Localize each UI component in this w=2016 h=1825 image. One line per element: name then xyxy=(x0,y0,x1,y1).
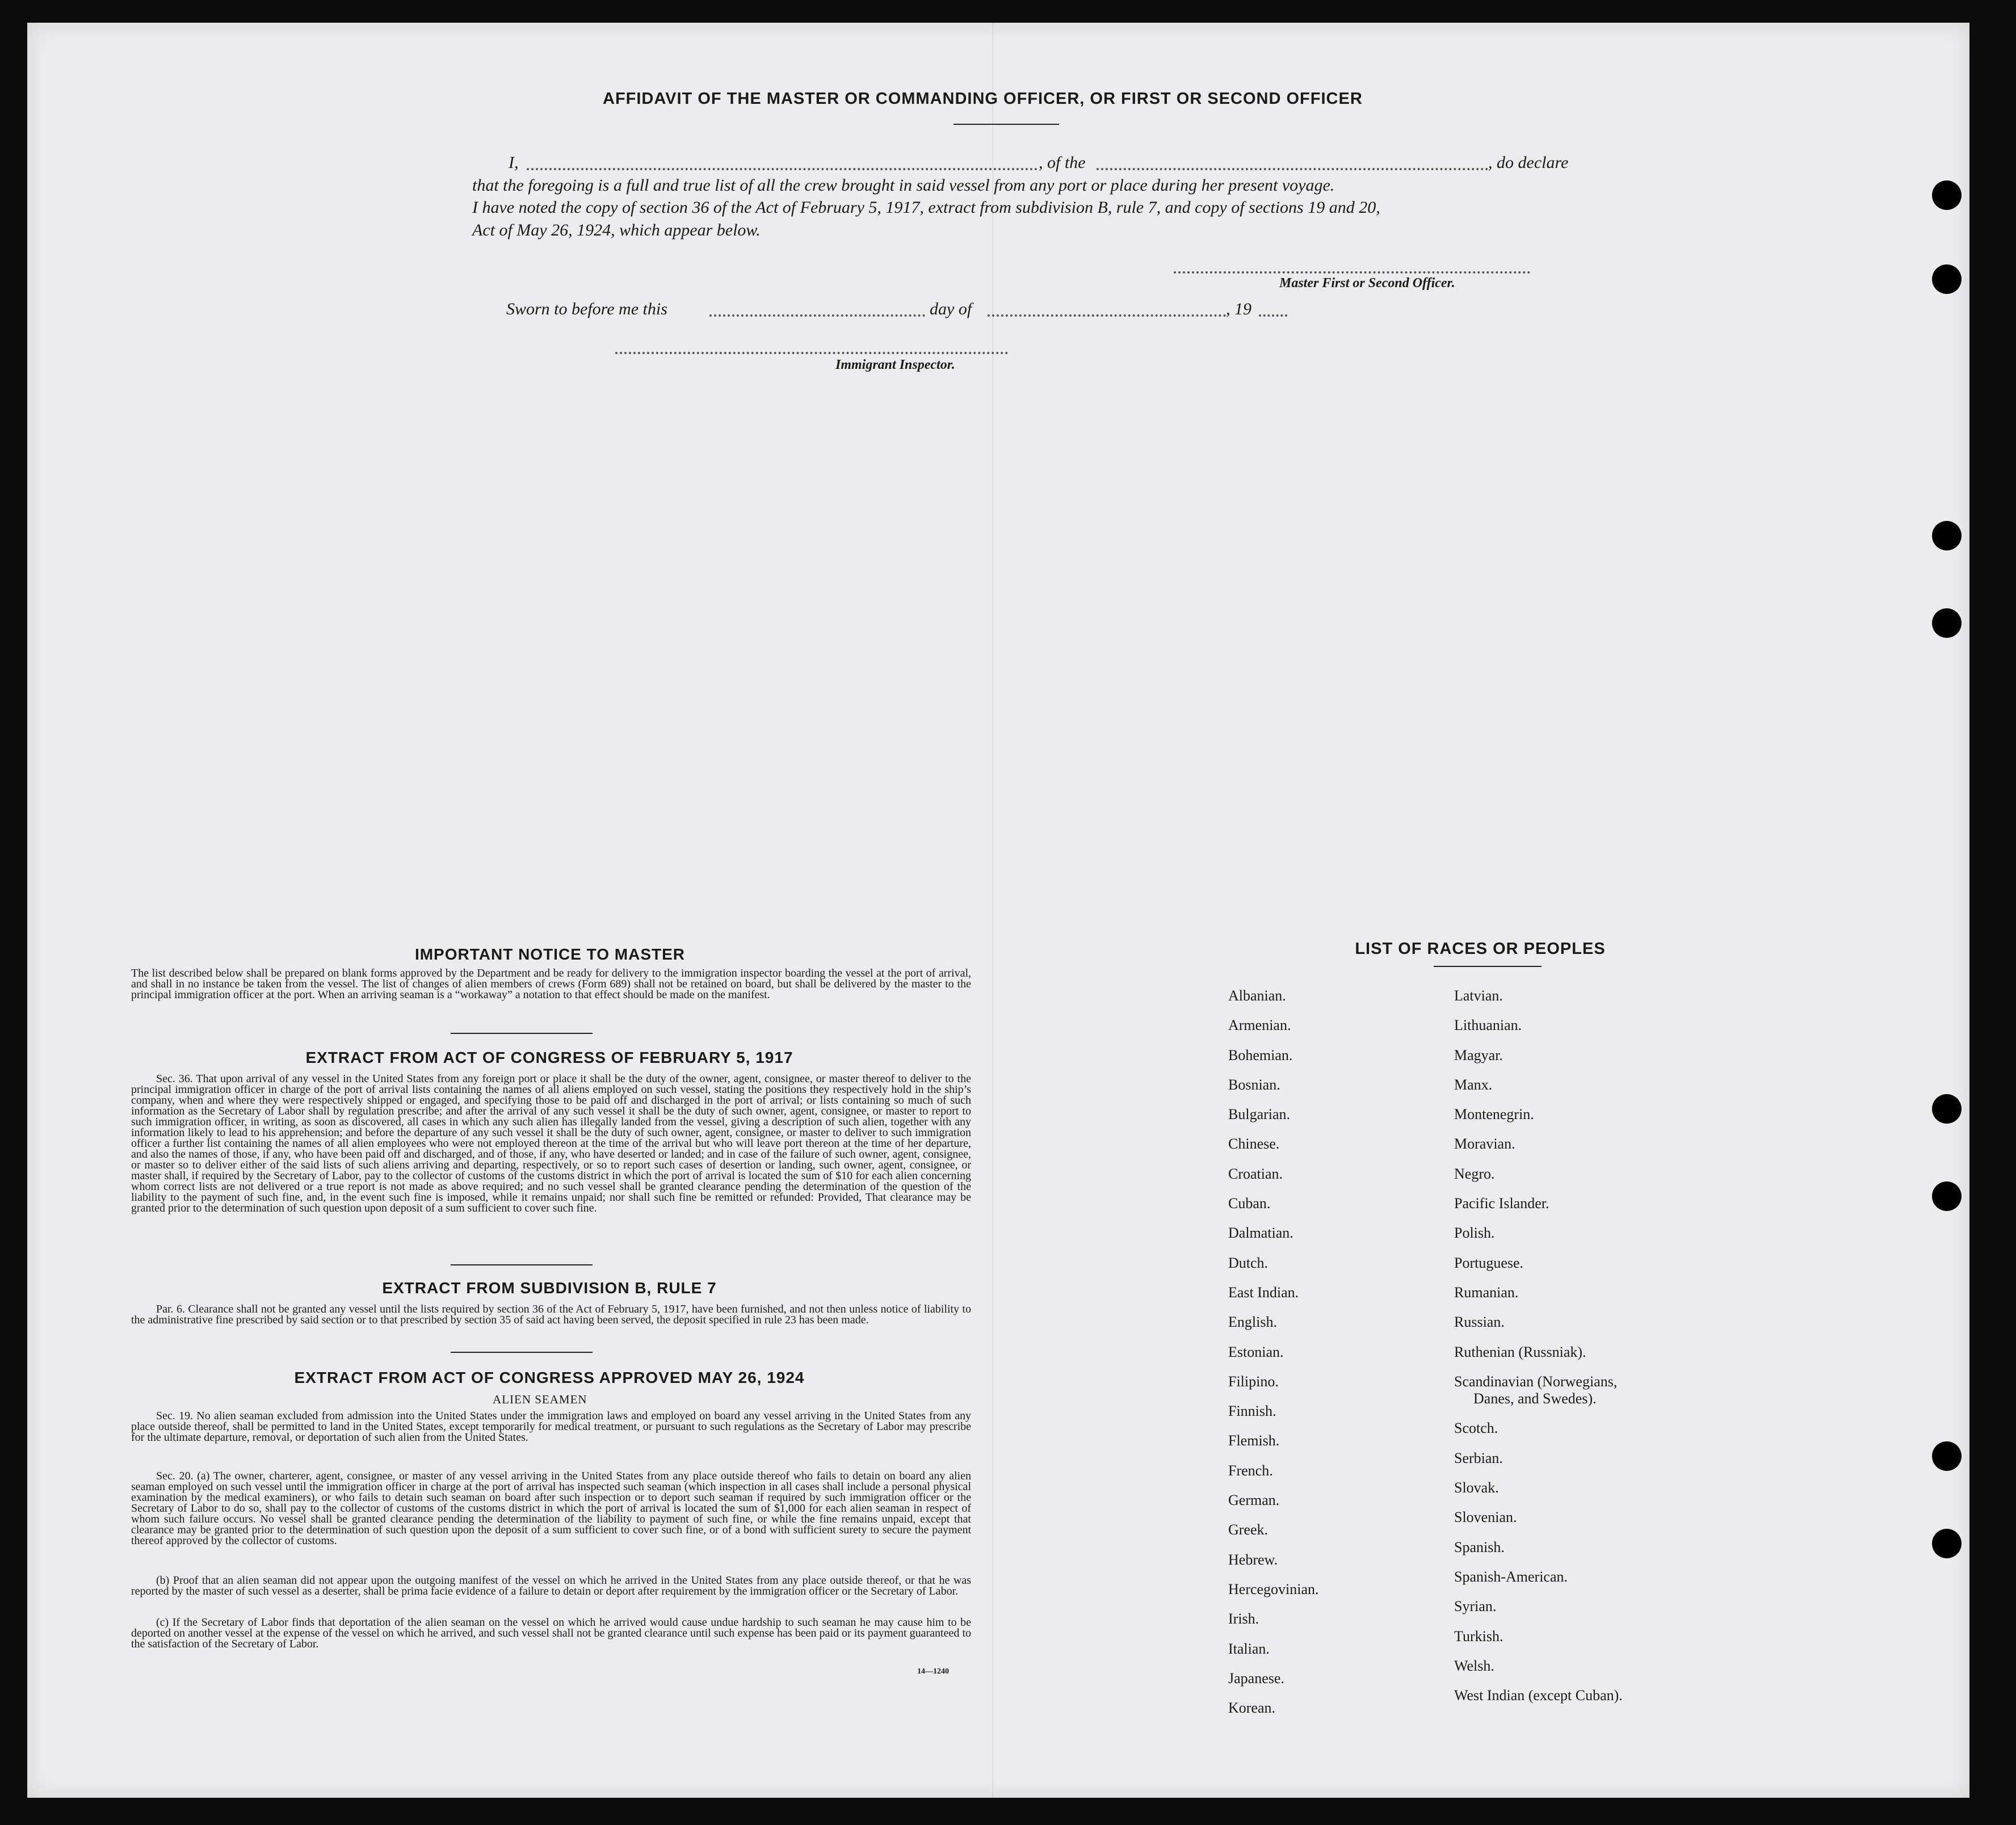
rule7-text: Par. 6. Clearance shall not be granted any vessel until the lists required by section 36 of the Act of February 5, 1917, have been furnished, and not then unless notice of liability to the administrative fine prescribed by said section or to that prescribed by section 35 of said act having been served, the deposit specified in rule 23 has been made. xyxy=(131,1303,971,1326)
race-item: Slovenian. xyxy=(1454,1509,1517,1526)
race-item: Greek. xyxy=(1228,1521,1269,1538)
race-item: Welsh. xyxy=(1454,1657,1494,1674)
sworn-month-field[interactable] xyxy=(988,314,1226,317)
divider-2 xyxy=(451,1264,593,1265)
binder-hole xyxy=(1932,1529,1962,1558)
race-item: English. xyxy=(1228,1314,1277,1331)
race-item: French. xyxy=(1228,1462,1273,1479)
race-item: Portuguese. xyxy=(1454,1254,1524,1271)
race-item: Dutch. xyxy=(1228,1254,1269,1271)
extract-1917-title: EXTRACT FROM ACT OF CONGRESS OF FEBRUARY 5, 1917 xyxy=(305,1049,793,1066)
master-signature-field[interactable] xyxy=(1174,271,1530,274)
race-item: Korean. xyxy=(1228,1700,1276,1717)
race-item: Turkish. xyxy=(1454,1628,1503,1645)
extract-1917-text: Sec. 36. That upon arrival of any vessel in the United States from any foreign port or place it shall be the duty of the owner, agent, consignee, or master thereof to deliver to the principal immigration officer in charge of the port of arrival lists containing the names of all aliens employed on such vessel, stating the positions they respectively hold in the ship’s company, when and where they were respectively shipped or engaged, and specifying those to be paid off and discharged in the port of arrival; or lists containing so much of such information as the Secretary of Labor shall by regulation prescribe; and after the arrival of any such vessel it shall be the duty of such owner, agent, consignee, or master to report to such immigration officer, in writing, as soon as discovered, all cases in which any such alien has illegally landed from the vessel, giving a description of such alien, together with any information likely to lead to his apprehension; and before the departure of any such vessel it shall be the duty of such owner, agent, consignee, or master to deliver to such immigration officer a further list containing the names of all alien employees who were not employed thereon at the time of the arrival but who will leave port thereon at the time of her departure, and also the names of those, if any, who have been paid off and discharged, and of those, if any, who have deserted or landed; and in case of the failure of such owner, agent, consignee, or master so to deliver either of the said lists of such aliens arriving and departing, respectively, or so to report such cases of desertion or landing, such owner, agent, consignee, or master shall, if required by the Secretary of Labor, pay to the collector of customs of the customs district in which the port of arrival is located the sum of $10 for each alien concerning whom correct lists are not delivered or a true report is not made as above required; and no such vessel shall be granted clearance pending the determination of the question of the liability to the payment of such fine, and, in the event such fine is imposed, while it remains unpaid; nor shall such fine be remitted or refunded: Provided, That clearance may be granted prior to the determination of such question upon deposit of a sum sufficient to cover such fine. xyxy=(131,1073,971,1214)
binder-hole xyxy=(1932,1181,1962,1211)
vessel-label: , of the xyxy=(1039,153,1086,172)
race-item: Latvian. xyxy=(1454,987,1503,1004)
binder-hole xyxy=(1932,608,1962,638)
race-item: Magyar. xyxy=(1454,1046,1503,1063)
races-column-2 xyxy=(1454,987,1623,1717)
vessel-name-field[interactable] xyxy=(1097,168,1488,170)
race-item: Bulgarian. xyxy=(1228,1106,1291,1123)
race-item: Ruthenian (Russniak). xyxy=(1454,1343,1586,1360)
sec20b-text: (b) Proof that an alien seaman did not appear upon the outgoing manifest of the vessel on which he arrived in the United States from any place outside thereof, or that he was reported by the master of such vessel as a deserter, shall be prima facie evidence of a failure to detain or deport after requirement by the immigration officer or the Secretary of Labor. xyxy=(131,1574,971,1597)
race-item: Syrian. xyxy=(1454,1598,1497,1615)
race-item: Dalmatian. xyxy=(1228,1225,1293,1242)
races-title-underline xyxy=(1434,966,1542,967)
race-item: Scandinavian (Norwegians, xyxy=(1454,1373,1618,1390)
race-item: Polish. xyxy=(1454,1225,1495,1242)
race-item: Slovak. xyxy=(1454,1479,1499,1496)
race-item: Spanish-American. xyxy=(1454,1568,1568,1585)
master-signature-label: Master First or Second Officer. xyxy=(1279,276,1455,291)
title-underline xyxy=(954,124,1059,125)
affidavit-line-4: Act of May 26, 1924, which appear below. xyxy=(472,221,761,239)
sworn-day-field[interactable] xyxy=(709,314,925,317)
sworn-month-label: day of xyxy=(930,300,972,318)
divider-3 xyxy=(451,1352,593,1353)
race-item: Serbian. xyxy=(1454,1449,1503,1466)
binder-hole xyxy=(1932,1441,1962,1471)
sworn-year-field[interactable] xyxy=(1259,314,1287,317)
race-item: Chinese. xyxy=(1228,1136,1280,1153)
sec19-text: Sec. 19. No alien seaman excluded from admission into the United States under the immigration laws and employed on board any vessel arriving in the United States from any place outside thereof, shall be permitted to land in the United States, except temporarily for medical treatment, or pursuant to such regulations as the Secretary of Labor may prescribe for the ultimate departure, removal, or deportation of such alien from the United States. xyxy=(131,1410,971,1444)
race-item: Russian. xyxy=(1454,1314,1505,1331)
fold-crease xyxy=(992,23,993,1798)
notice-title: IMPORTANT NOTICE TO MASTER xyxy=(414,945,686,963)
race-item: Hebrew. xyxy=(1228,1551,1278,1568)
race-item: Negro. xyxy=(1454,1165,1495,1182)
race-item: Armenian. xyxy=(1228,1017,1291,1034)
binder-hole xyxy=(1932,521,1962,550)
sworn-year-label: , 19 xyxy=(1226,300,1251,318)
sworn-label: Sworn to before me this xyxy=(506,300,667,318)
race-item: Flemish. xyxy=(1228,1432,1280,1449)
race-item: Estonian. xyxy=(1228,1343,1284,1360)
race-item: Lithuanian. xyxy=(1454,1017,1522,1034)
race-item: Pacific Islander. xyxy=(1454,1195,1549,1212)
race-item: Cuban. xyxy=(1228,1195,1271,1212)
race-item: Hercegovinian. xyxy=(1228,1580,1319,1597)
race-item: Filipino. xyxy=(1228,1373,1279,1390)
binder-hole xyxy=(1932,1094,1962,1124)
race-item: Croatian. xyxy=(1228,1165,1283,1182)
binder-hole xyxy=(1932,180,1962,210)
race-item: German. xyxy=(1228,1492,1280,1509)
declarant-name-field[interactable] xyxy=(527,168,1038,170)
extract-1924-title: EXTRACT FROM ACT OF CONGRESS APPROVED MAY 26, 1924 xyxy=(294,1369,805,1386)
inspector-signature-field[interactable] xyxy=(615,352,1008,354)
affidavit-line-3: I have noted the copy of section 36 of the Act of February 5, 1917, extract from subdivision B, rule 7, and copy of sections 19 and 20, xyxy=(472,198,1380,217)
notice-text: The list described below shall be prepared on blank forms approved by the Department and be ready for delivery to the immigration inspector boarding the vessel at the port of arrival, and shall in no instance be taken from the vessel. The list of changes of alien members of crews (Form 689) shall not be retained on board, but shall be delivered by the master to the principal immigration officer at the port. When an arriving seaman is a “workaway” a notation to that effect should be made on the manifest. xyxy=(131,967,971,1001)
declare-label: , do declare xyxy=(1488,153,1569,172)
race-item: Italian. xyxy=(1228,1640,1270,1657)
sec20a-text: Sec. 20. (a) The owner, charterer, agent, consignee, or master of any vessel arriving in the United States from any place outside thereof who fails to detain on board any alien seaman employed on such vessel until the immigration officer in charge at the port of arrival has inspected such seaman (which inspection in all cases shall include a personal physical examination by the medical examiners), or who fails to detain such seaman on board after such inspection or to deport such seaman if required by such immigration officer or the Secretary of Labor to do so, shall pay to the collector of customs of the customs district in which the port of arrival is located the sum of $1,000 for each alien seaman in respect of whom such failure occurs. No vessel shall be granted clearance pending the determination of the liability to payment of such fine, or while the fine remains unpaid, except that clearance may be granted prior to the determination of such question upon the deposit of a sum sufficient to cover such fine, or of a bond with sufficient surety to secure the payment thereof approved by the collector of customs. xyxy=(131,1470,971,1547)
race-item: Bosnian. xyxy=(1228,1076,1280,1093)
binder-hole xyxy=(1932,264,1962,294)
race-item: Japanese. xyxy=(1228,1670,1284,1687)
rule7-title: EXTRACT FROM SUBDIVISION B, RULE 7 xyxy=(382,1279,717,1297)
inspector-signature-label: Immigrant Inspector. xyxy=(835,358,955,372)
alien-seamen-subtitle: ALIEN SEAMEN xyxy=(493,1393,587,1406)
race-item: Manx. xyxy=(1454,1076,1493,1093)
race-item: Danes, and Swedes). xyxy=(1473,1390,1597,1407)
race-item: Albanian. xyxy=(1228,987,1286,1004)
race-item: Finnish. xyxy=(1228,1403,1276,1420)
races-title: LIST OF RACES OR PEOPLES xyxy=(1355,940,1606,958)
race-item: Montenegrin. xyxy=(1454,1106,1534,1123)
affidavit-title: AFFIDAVIT OF THE MASTER OR COMMANDING OFFICER, OR FIRST OR SECOND OFFICER xyxy=(603,90,1363,108)
form-number: 14—1240 xyxy=(917,1667,949,1676)
race-item: Irish. xyxy=(1228,1610,1259,1628)
affidavit-line-2: that the foregoing is a full and true list of all the crew brought in said vessel from any port or place during her present voyage. xyxy=(472,176,1335,195)
race-item: Spanish. xyxy=(1454,1538,1505,1555)
divider-1 xyxy=(451,1033,593,1034)
sec20c-text: (c) If the Secretary of Labor finds that deportation of the alien seaman on the vessel on which he arrived would cause undue hardship to such seaman he may cause him to be deported on another vessel at the expense of the vessel on which he arrived, and such vessel shall not be granted clearance until such expense has been paid or its payment guaranteed to the satisfaction of the Secretary of Labor. xyxy=(131,1616,971,1650)
race-item: East Indian. xyxy=(1228,1284,1299,1301)
race-item: Moravian. xyxy=(1454,1136,1515,1153)
document-page xyxy=(27,23,1969,1798)
race-item: Bohemian. xyxy=(1228,1046,1293,1063)
race-item: Rumanian. xyxy=(1454,1284,1519,1301)
race-item: Scotch. xyxy=(1454,1420,1498,1437)
declarant-name-label: I, xyxy=(509,153,519,172)
race-item: West Indian (except Cuban). xyxy=(1454,1687,1623,1704)
races-column-1 xyxy=(1228,987,1319,1729)
